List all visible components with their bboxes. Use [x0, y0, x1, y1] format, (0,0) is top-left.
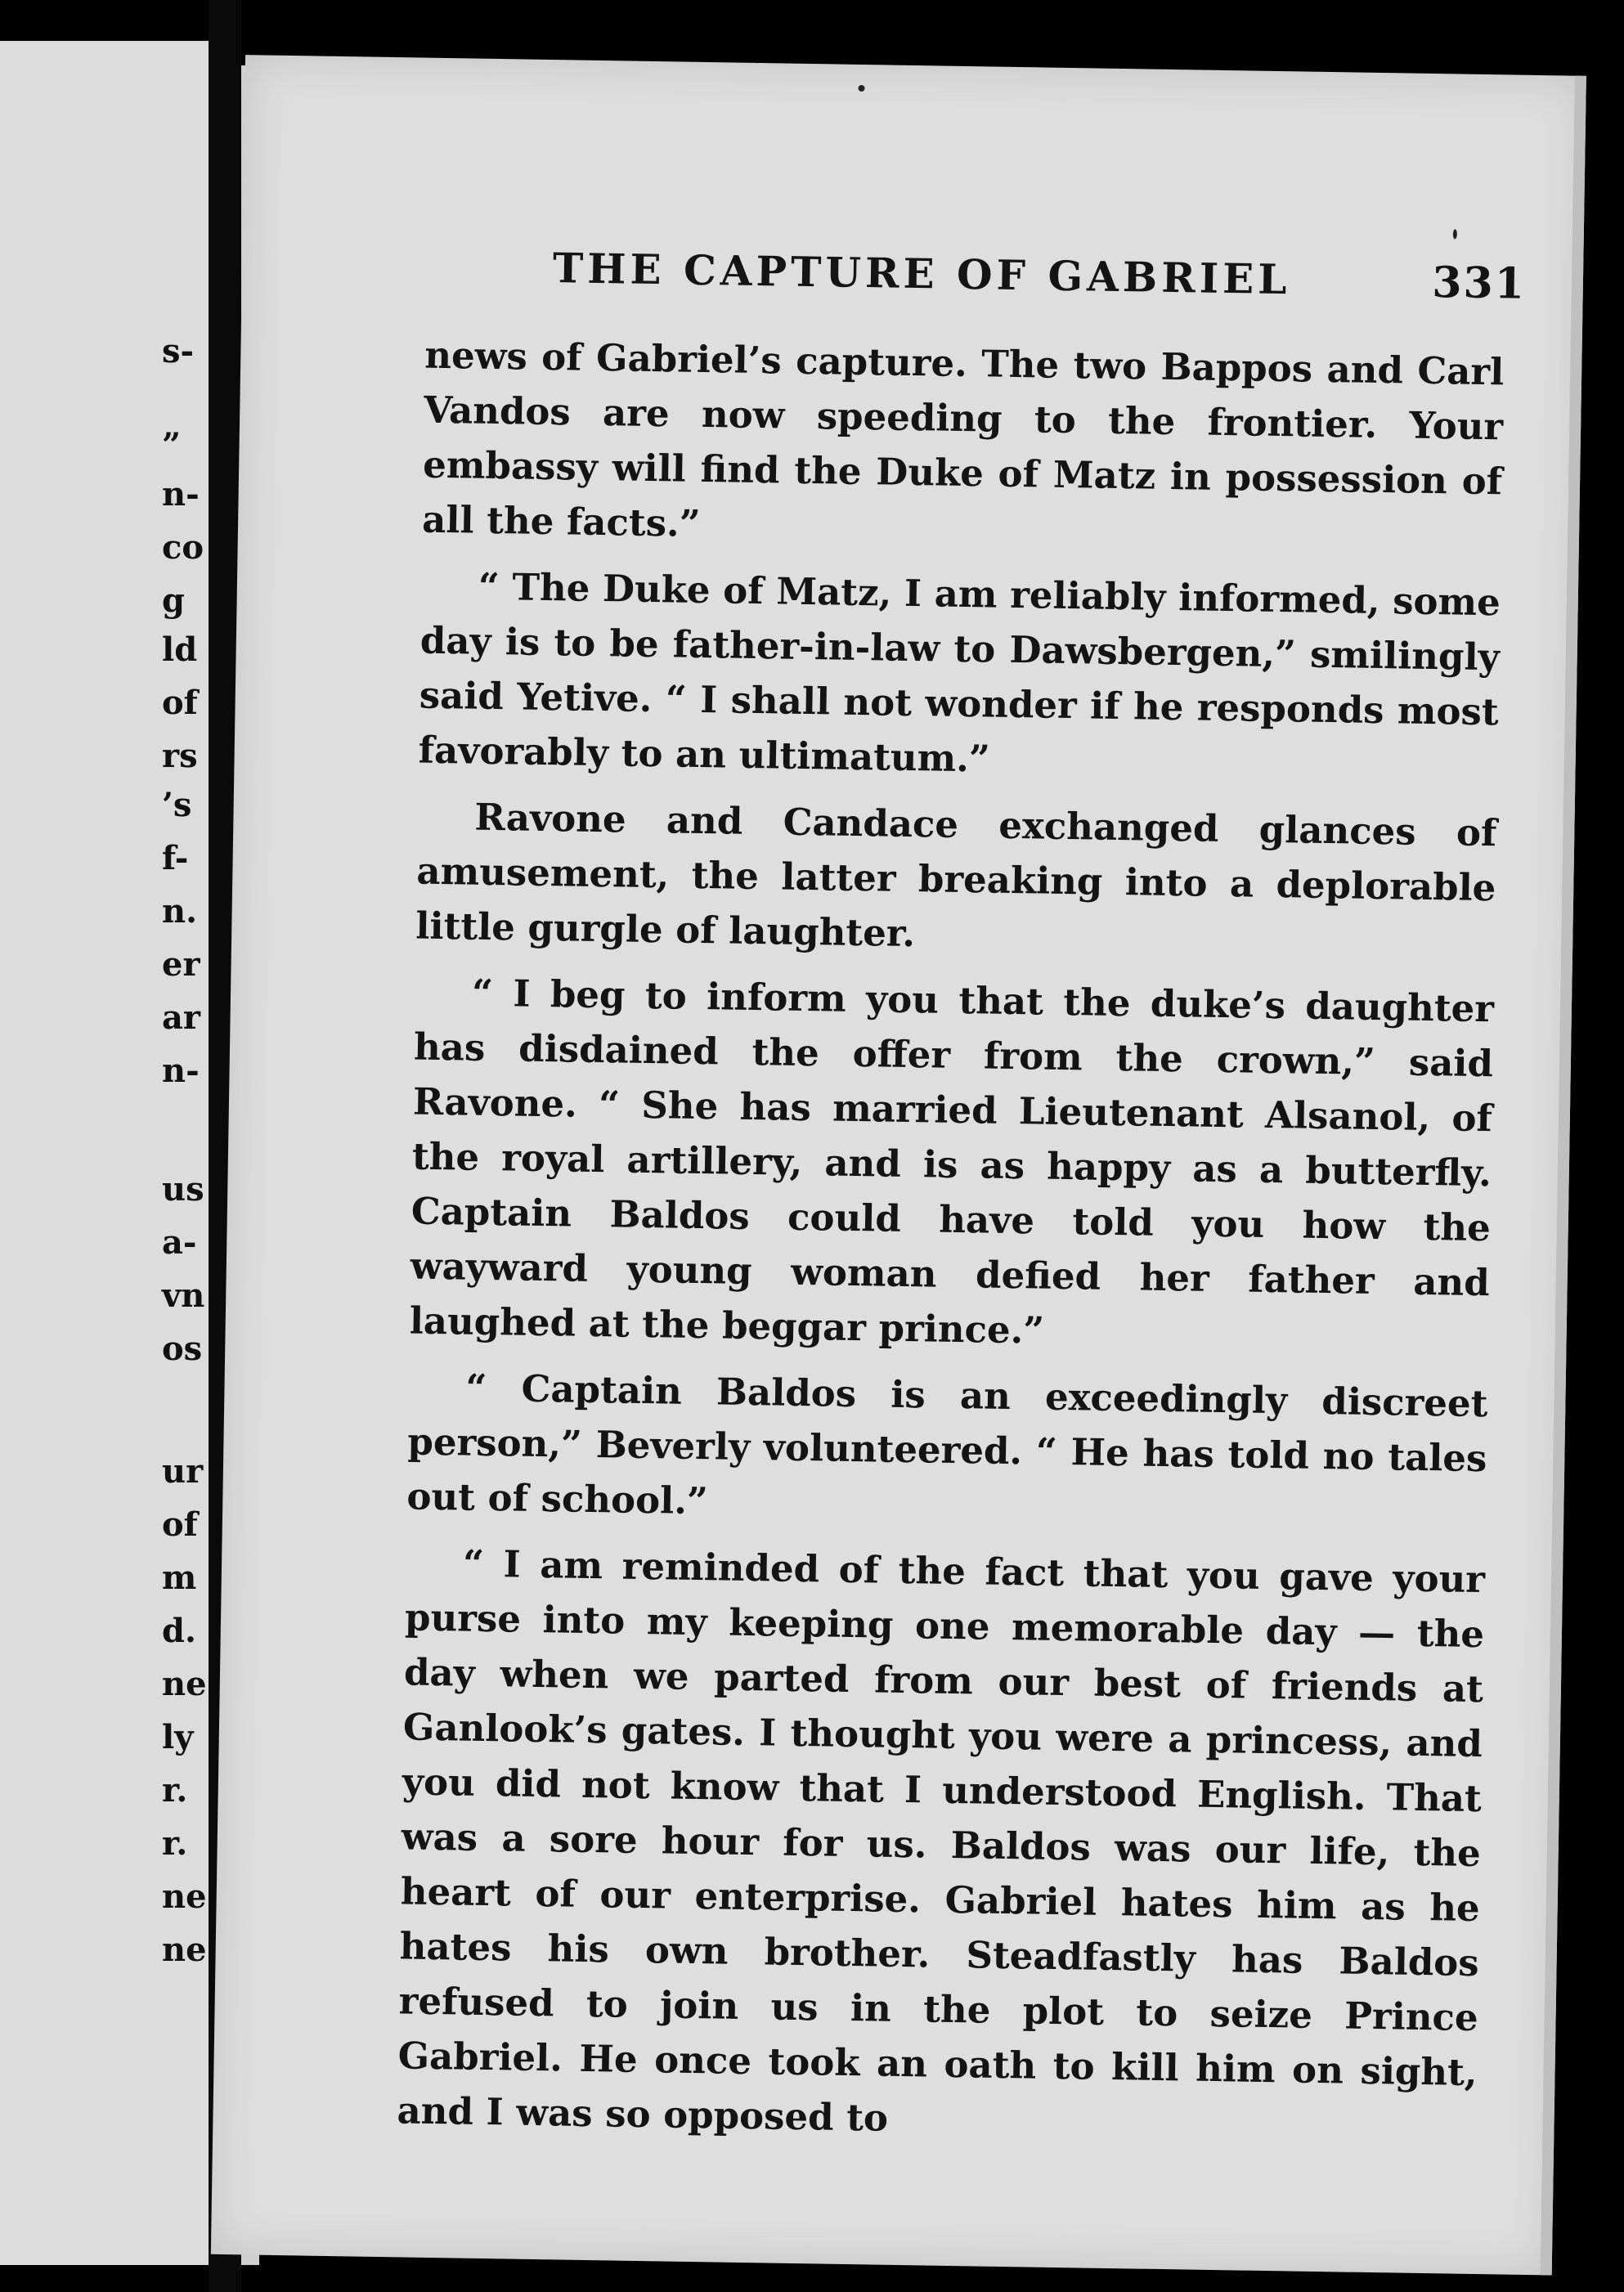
left-fragment: us: [162, 1170, 204, 1209]
book-page: [211, 55, 1586, 2275]
left-fragment: ne: [162, 1931, 207, 1969]
left-fragment: g: [162, 581, 185, 620]
left-fragment: ”: [162, 426, 182, 464]
left-fragment: r.: [162, 1824, 188, 1863]
left-fragment: rs: [162, 737, 198, 775]
left-fragment: n.: [162, 892, 198, 931]
paragraph: Ravone and Candace exchanged glances of amusement, the latter breaking into a deplorable little gurgle of laughter.: [415, 795, 1497, 956]
left-fragment: s-: [162, 332, 195, 370]
left-fragment: a-: [162, 1223, 197, 1262]
page-number: 331: [1431, 257, 1527, 309]
left-fragment: ld: [162, 630, 198, 669]
left-fragment: of: [162, 1505, 198, 1544]
left-fragment: ne: [162, 1877, 207, 1916]
left-fragment: r.: [162, 1771, 188, 1810]
left-fragment: n-: [162, 1052, 200, 1090]
paragraph: “ I am reminded of the fact that you gave your purse into my keeping one memorable day — the day when we parted from our best of friends at Ganlook’s gates. I thought you were a princess, and you did not know that I understood English. That was a sore hour for us. Baldos was our life, the heart of our enterprise. Gabriel hates him as he hates his own brother. Steadfastly has Baldos refused to join us in the plot to seize Prince Gabriel. He once took an oath to kill him on sight, and I was so opposed to: [397, 1541, 1486, 2140]
left-fragment: er: [162, 945, 200, 984]
left-fragment: ar: [162, 998, 200, 1037]
left-fragment: ly: [162, 1718, 194, 1756]
paragraph: “ I beg to inform you that the duke’s daughter has disdained the offer from the crown,” said Ravone. “ She has married Lieutenant Alsanol, of the royal artillery, and is as happy as a butterfly. Captain Baldos could have told you how the wayward young woman defied her father and laughed at the beggar prince.”: [409, 971, 1495, 1352]
print-speck: [1453, 229, 1457, 239]
running-title: THE CAPTURE OF GABRIEL: [552, 244, 1291, 304]
previous-page-edge: [0, 41, 209, 2265]
left-fragment: ’s: [162, 786, 192, 824]
running-head: [553, 244, 1527, 309]
left-fragment: ne: [162, 1665, 207, 1703]
left-fragment: m: [162, 1559, 197, 1597]
left-fragment: co: [162, 528, 204, 567]
left-fragment: d.: [162, 1612, 196, 1650]
paragraph: news of Gabriel’s capture. The two Bappos and Carl Vandos are now speeding to the frontier. Your embassy will find the Duke of Matz in possession of all the facts.”: [421, 333, 1505, 545]
body-text: [397, 328, 1505, 2166]
paragraph: “ The Duke of Matz, I am reliably informed, some day is to be father-in-law to Dawsbergen,” smilingly said Yetive. “ I shall not wonder if he responds most favorably to an ultimatum.”: [418, 564, 1501, 781]
left-fragment: f-: [162, 839, 189, 877]
left-fragment: of: [162, 684, 198, 722]
paragraph: “ Captain Baldos is an exceedingly discreet person,” Beverly volunteered. “ He has told no tales out of school.”: [406, 1366, 1488, 1523]
left-fragment: vn: [162, 1276, 205, 1315]
left-fragment: n-: [162, 475, 200, 514]
print-speck: [858, 85, 864, 92]
left-fragment: ur: [162, 1452, 204, 1491]
left-fragment: os: [162, 1330, 203, 1368]
